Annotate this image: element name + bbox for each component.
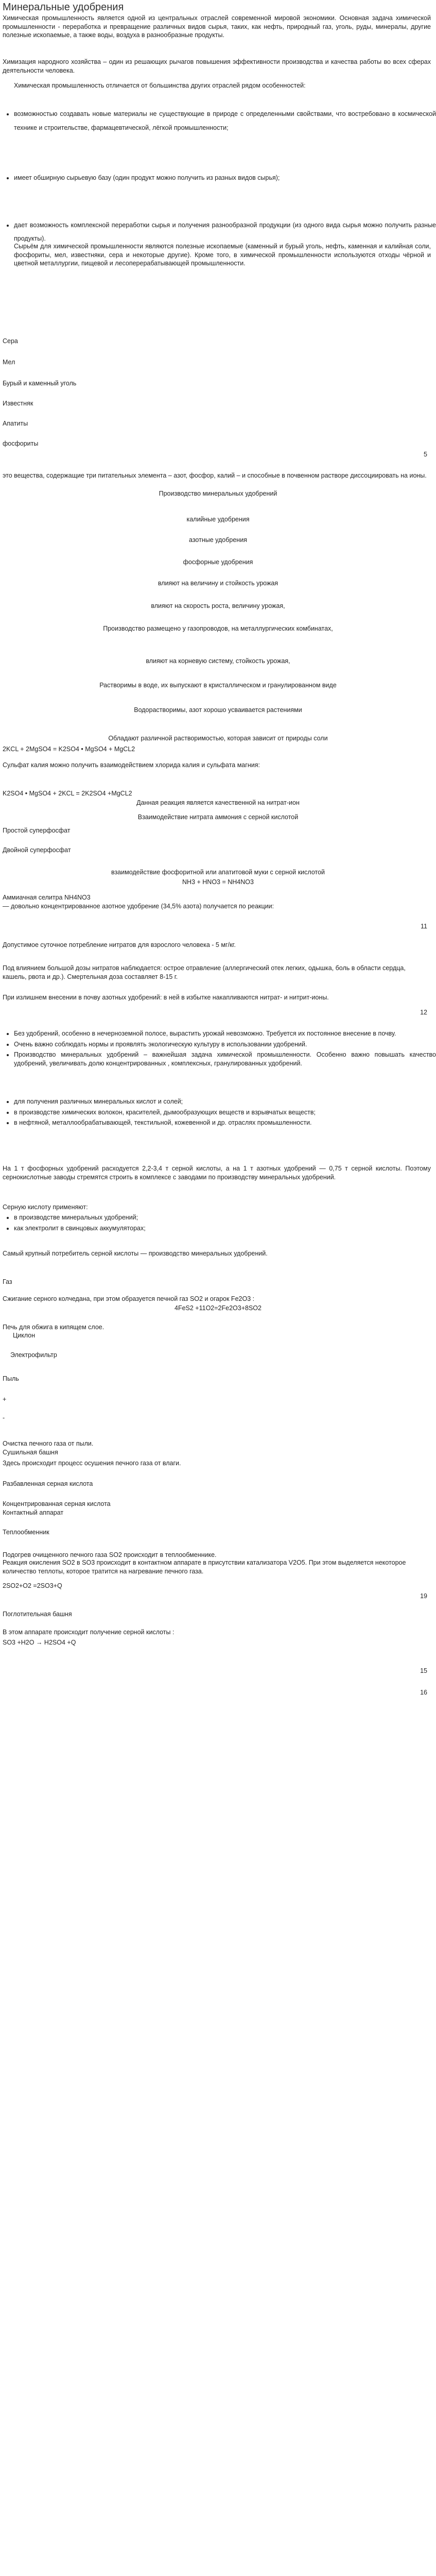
list-item: • Очень важно соблюдать нормы и проявлять экологическую культуру в использовании удобрений. — [14, 1040, 436, 1049]
contact-apparatus-label: Контактный аппарат — [3, 1509, 64, 1516]
drying-tower-label: Сушильная башня — [3, 1449, 58, 1456]
largest-consumer-text: Самый крупный потребитель серной кислоты — производство минеральных удобрений. — [3, 1250, 268, 1257]
list-item: • Производство минеральных удобрений – важнейшая задача химической промышленности. Особенно важно повышать качество удобрений, увеличивать долю концентрированных , комплексных, гранулированных удобрений. — [14, 1050, 436, 1067]
acid-use-intro: Серную кислоту применяют: — [3, 1204, 88, 1211]
acid-application-list — [3, 1213, 436, 1234]
minus-sign: - — [3, 1414, 5, 1421]
effect-text: влияют на величину и стойкость урожая — [158, 580, 278, 587]
raw-item: Бурый и каменный уголь — [3, 380, 77, 387]
absorption-text: В этом аппарате происходит получение серной кислоты : — [3, 1629, 175, 1636]
raw-item: фосфориты — [3, 440, 39, 447]
page-number: 15 — [420, 1667, 427, 1674]
superphosphate-label: Простой суперфосфат — [3, 827, 71, 834]
effect-text: влияют на скорость роста, величину урожая, — [151, 602, 285, 609]
equation: 2SO2+O2 =2SO3+Q — [3, 1582, 62, 1589]
location-text: Производство размещено у газопроводов, на металлургических комбинатах, — [103, 625, 333, 632]
acid-consumption-text: На 1 т фосфорных удобрений расходуется 2,2-3,4 т серной кислоты, а на 1 т азотных удобрений — 0,75 т серной кислоты. Поэтому сернокислотные заводы стремятся строить в комплексе с заводами по производству минеральных удобрений. — [3, 1165, 433, 1181]
list-item: • как электролит в свинцовых аккумуляторах; — [14, 1224, 436, 1233]
features-list — [3, 107, 436, 247]
concentrated-acid-label: Концентрированная серная кислота — [3, 1500, 111, 1507]
dust-cleaning-text: Очистка печного газа от пыли. — [3, 1440, 94, 1447]
acid-uses-list — [3, 1097, 436, 1129]
fertilizer-definition: это вещества, содержащие три питательных элемента – азот, фосфор, калий – и способные в почвенном растворе диссоциировать на ионы. — [3, 472, 427, 479]
list-item: • в производстве химических волокон, красителей, дымообразующих веществ и взрывчатых веществ; — [14, 1108, 436, 1117]
absorption-tower-label: Поглотительная башня — [3, 1611, 72, 1618]
list-item: • имеет обширную сырьевую базу (один продукт можно получить из разных видов сырья); — [14, 171, 436, 216]
raw-item: Сера — [3, 337, 18, 345]
cyclone-label: Циклон — [13, 1332, 36, 1339]
list-item: • возможностью создавать новые материалы не существующие в природе с определенными свойствами, что востребовано в космической технике и строительстве, фармацевтической, лёгкой промышленности; — [14, 107, 436, 169]
furnace-label: Печь для обжига в кипящем слое. — [3, 1324, 104, 1331]
list-item: • в производстве минеральных удобрений; — [14, 1213, 436, 1222]
effect-text: влияют на корневую систему, стойкость урожая, — [146, 657, 290, 665]
oxidation-text: Реакция окисления SO2 в SO3 происходит в контактном аппарате в присутствии катализатора V2O5. При этом выделяется некоторое количество теплоты, которое тратится на нагревание печного газа. — [3, 1559, 408, 1575]
nitrate-excess-text: При излишнем внесении в почву азотных удобрений: в ней в избытке накапливаются нитрат- и нитрит-ионы. — [3, 994, 329, 1001]
superphosphate-label: Двойной суперфосфат — [3, 846, 71, 854]
page-number: 5 — [424, 451, 427, 458]
plus-sign: + — [3, 1396, 7, 1403]
equation: 4FeS2 +11O2=2Fe2O3+8SO2 — [175, 1304, 261, 1312]
raw-item: Апатиты — [3, 420, 28, 427]
page-title: Минеральные удобрения — [3, 2, 124, 13]
raw-materials-paragraph: Сырьём для химической промышленности являются полезные ископаемые (каменный и бурый уголь, нефть, каменная и калийная соли, фосфориты, мел, известняки, сера и некоторые другие). Кроме того, в химической промышленности используются отходы чёрной и цветной металлургии, пищевой и лесоперерабатывающей промышленности. — [14, 243, 433, 267]
page-number: 12 — [420, 1009, 427, 1016]
page-number: 16 — [420, 1689, 427, 1696]
list-item: • в нефтяной, металлообрабатывающей, текстильной, кожевенной и др. отраслях промышленности. — [14, 1118, 436, 1127]
ammonium-nitrate-label: Аммиачная селитра NH4NO3 — [3, 894, 91, 901]
production-heading: Производство минеральных удобрений — [159, 490, 277, 497]
equation: NH3 + HNO3 = NH4NO3 — [182, 878, 254, 886]
dilute-acid-label: Разбавленная серная кислота — [3, 1480, 93, 1487]
ammonium-nitrate-text: — довольно концентрированное азотное удобрение (34,5% азота) получается по реакции: — [3, 903, 274, 910]
list-item: • дает возможность комплексной переработки сырья и получения разнообразной продукции (из одного вида сырья можно получить разные продукты). — [14, 218, 436, 245]
kind-label: калийные удобрения — [186, 516, 250, 523]
nitrate-dose-text: Допустимое суточное потребление нитратов для взрослого человека - 5 мг/кг. — [3, 941, 236, 948]
heat-exchanger-label: Теплообменник — [3, 1529, 49, 1536]
page-number: 19 — [420, 1592, 427, 1600]
raw-item: Известняк — [3, 400, 33, 407]
dust-label: Пыль — [3, 1375, 19, 1382]
drying-text: Здесь происходит процесс осушения печного газа от влаги. — [3, 1460, 181, 1467]
equation: K2SO4 • MgSO4 + 2KCL = 2K2SO4 +MgCL2 — [3, 790, 132, 797]
equation: 2KCL + 2MgSO4 = K2SO4 • MgSO4 + MgCL2 — [3, 745, 135, 753]
roasting-text: Сжигание серного колчедана, при этом образуется печной газ SO2 и огарок Fe2O3 : — [3, 1295, 255, 1302]
heating-text: Подогрев очищенного печного газа SO2 происходит в теплообменнике. — [3, 1551, 217, 1558]
reaction-note: Данная реакция является качественной на нитрат-ион — [136, 799, 300, 806]
raw-item: Мел — [3, 359, 15, 366]
kind-label: фосфорные удобрения — [183, 558, 253, 566]
page-number: 11 — [421, 923, 427, 930]
list-item: • для получения различных минеральных кислот и солей; — [14, 1097, 436, 1106]
solubility-note: Обладают различной растворимостью, которая зависит от природы соли — [108, 735, 328, 742]
equation: SO3 +H2O → H2SO4 +Q — [3, 1639, 76, 1646]
reaction-note: Взаимодействие нитрата аммония с серной кислотой — [137, 814, 299, 821]
solubility-text: Растворимы в воде, их выпускают в кристаллическом и гранулированном виде — [99, 682, 337, 689]
reaction-note: взаимодействие фосфоритной или апатитовой муки с серной кислотой — [111, 869, 325, 876]
features-intro: Химическая промышленность отличается от большинства других отраслей рядом особенностей: — [14, 82, 306, 89]
conclusions-list — [3, 1029, 436, 1070]
electrofilter-label: Электрофильтр — [10, 1351, 57, 1359]
kind-label: азотные удобрения — [189, 536, 247, 544]
list-item: • Без удобрений, особенно в нечерноземной полосе, вырастить урожай невозможно. Требуется их постоянное внесение в почву. — [14, 1029, 436, 1038]
potassium-sulfate-text: Сульфат калия можно получить взаимодействием хлорида калия и сульфата магния: — [3, 761, 260, 769]
label-gas: Газ — [3, 1278, 12, 1285]
intro-paragraph: Химическая промышленность является одной из центральных отраслей современной мировой экономики. Основная задача химической промышленности - переработка и превращение различных видов сырья, таких, как нефть, природный газ, уголь, руды, минералы, другие полезные ископаемые, а также воды, воздуха в разнообразные продукты. — [3, 14, 433, 39]
chemization-paragraph: Химизация народного хозяйства – один из решающих рычагов повышения эффективности производства и качества работы во всех сферах деятельности человека. — [3, 58, 433, 74]
solubility-text: Водорастворимы, азот хорошо усваивается растениями — [134, 706, 302, 714]
nitrate-poisoning-text: Под влиянием большой дозы нитратов наблюдается: острое отравление (аллергический отек легких, одышка, боль в области сердца, кашель, рвота и др.). Смертельная доза составляет 8-15 г. — [3, 964, 408, 980]
